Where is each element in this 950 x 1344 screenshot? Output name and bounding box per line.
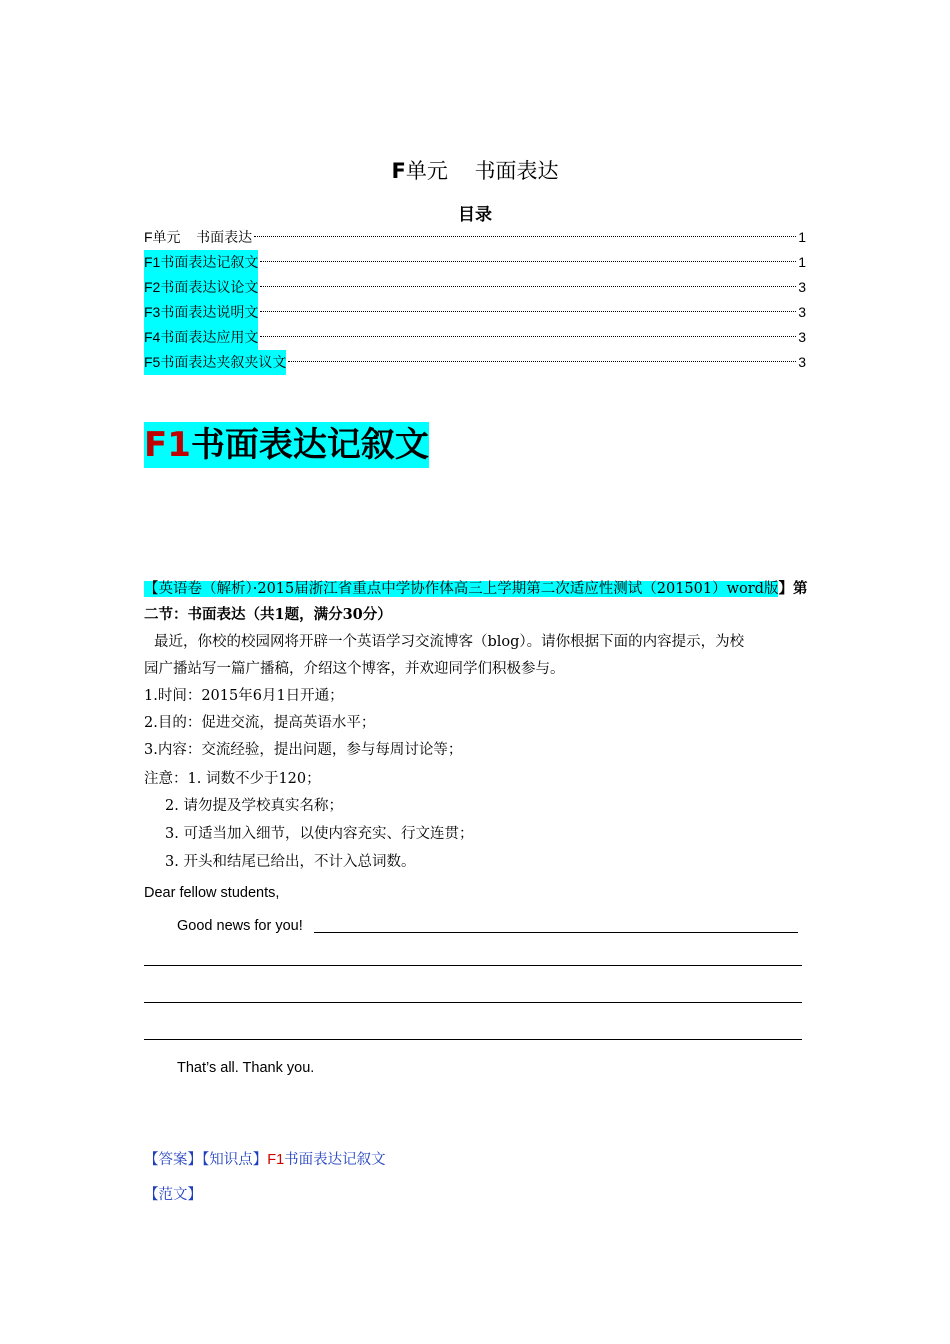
title-text: 单元 书面表达 [405, 159, 559, 183]
knowledge-text: 书面表达记叙文 [284, 1152, 386, 1168]
toc-leader [260, 286, 796, 287]
toc-text: 书面表达议论文 [160, 279, 259, 295]
toc-code: F3 [144, 304, 161, 320]
toc-label[interactable] [144, 275, 258, 300]
toc-text: 书面表达夹叙夹议文 [160, 354, 287, 370]
prompt-line: 最近，你校的校园网将开辟一个英语学习交流博客（blog）。请你根据下面的内容提示，为校 [154, 634, 745, 650]
toc-page-number: 3 [798, 304, 806, 320]
toc-row[interactable] [144, 275, 806, 300]
toc-text: 书面表达记叙文 [160, 254, 259, 270]
toc-code: F5 [144, 354, 161, 370]
writing-line[interactable] [314, 932, 798, 933]
source-tail: 】第二节：书面表达（共1题，满分30分） [144, 580, 808, 623]
source-highlight: 【英语卷（解析）·2015届浙江省重点中学协作体高三上学期第二次适应性测试（201501）word版 [144, 581, 779, 597]
toc-code: F4 [144, 329, 161, 345]
title-code: F [391, 159, 406, 183]
toc-text: 书面表达应用文 [160, 329, 259, 345]
document-title [0, 155, 950, 185]
prompt-line: 园广播站写一篇广播稿，介绍这个博客，并欢迎同学们积极参与。 [144, 661, 565, 677]
requirement-item: 3.内容：交流经验，提出问题，参与每周讨论等； [144, 742, 463, 758]
toc-page-number: 1 [798, 254, 806, 270]
note-line: 2. 请勿提及学校真实名称； [165, 798, 343, 814]
letter-greeting: Dear fellow students, [144, 885, 280, 901]
toc-row[interactable] [144, 250, 806, 275]
writing-line[interactable] [144, 1002, 802, 1003]
note-line: 3. 开头和结尾已给出，不计入总词数。 [165, 854, 416, 870]
answer-label: 【答案】 [144, 1152, 202, 1168]
toc-page-number: 3 [798, 279, 806, 295]
writing-line[interactable] [144, 1039, 802, 1040]
toc-heading: 目录 [458, 205, 492, 225]
question-source [144, 576, 808, 628]
toc-label[interactable]: F单元 书面表达 [144, 229, 253, 245]
section-code: F1 [144, 425, 191, 465]
toc-page-number: 3 [798, 329, 806, 345]
toc-row[interactable] [144, 350, 806, 375]
letter-opening: Good news for you! [177, 918, 303, 934]
requirement-item: 2.目的：促进交流，提高英语水平； [144, 715, 376, 731]
toc-leader [260, 336, 796, 337]
toc-leader [288, 361, 796, 362]
toc-label[interactable] [144, 300, 258, 325]
note-line: 3. 可适当加入细节，以使内容充实、行文连贯； [165, 826, 474, 842]
answer-line [144, 1150, 386, 1170]
toc-text: 书面表达说明文 [160, 304, 259, 320]
writing-line[interactable] [144, 965, 802, 966]
knowledge-code: F1 [267, 1152, 285, 1168]
toc-row[interactable] [144, 325, 806, 350]
toc-label[interactable] [144, 350, 286, 375]
toc-row[interactable] [144, 225, 806, 250]
toc-row[interactable] [144, 300, 806, 325]
section-heading [144, 422, 429, 468]
toc-page-number: 1 [798, 229, 806, 245]
table-of-contents [144, 225, 806, 375]
toc-page-number: 3 [798, 354, 806, 370]
note-line: 注意：1. 词数不少于120； [144, 771, 321, 787]
toc-code: F2 [144, 279, 161, 295]
toc-label[interactable] [144, 250, 258, 275]
knowledge-label: 【知识点】 [202, 1152, 268, 1168]
letter-closing: That’s all. Thank you. [177, 1060, 315, 1076]
toc-leader [254, 236, 796, 237]
section-title: 书面表达记叙文 [190, 425, 429, 465]
toc-code: F1 [144, 254, 161, 270]
toc-label[interactable] [144, 325, 258, 350]
requirement-item: 1.时间：2015年6月1日开通； [144, 688, 344, 704]
toc-leader [260, 261, 796, 262]
sample-label: 【范文】 [144, 1187, 202, 1203]
toc-leader [260, 311, 796, 312]
